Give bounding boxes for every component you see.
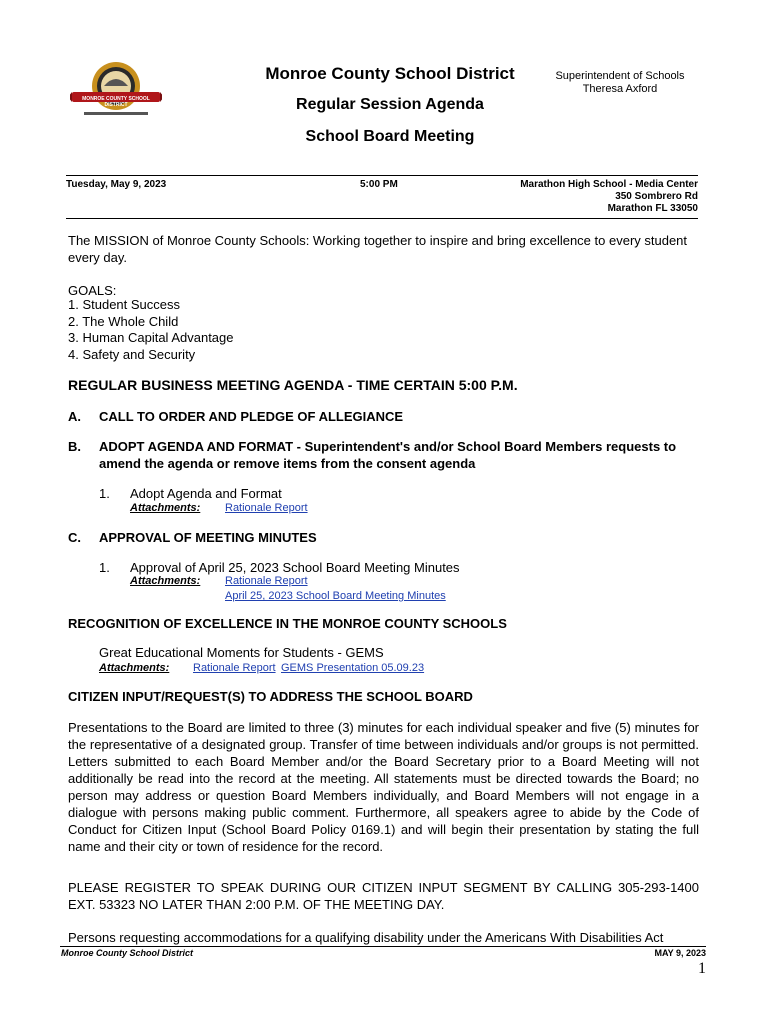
section-b-title: ADOPT AGENDA AND FORMAT - Superintendent's and/or School Board Members requests to amend the agenda or remove items from the consent agenda <box>99 439 677 471</box>
page-number: 1 <box>698 960 706 977</box>
attachments-label: Attachments: <box>99 662 170 674</box>
meeting-date: Tuesday, May 9, 2023 <box>66 179 167 190</box>
section-c-item-title: Approval of April 25, 2023 School Board Meeting Minutes <box>130 560 460 575</box>
meeting-time: 5:00 PM <box>360 179 398 190</box>
section-b-item-title: Adopt Agenda and Format <box>130 486 282 501</box>
attachments-label: Attachments: <box>130 502 201 514</box>
info-rule <box>66 218 698 219</box>
section-a-letter: A. <box>68 409 81 424</box>
district-title: Monroe County School District <box>265 64 515 83</box>
meeting-location-2: 350 Sombrero Rd <box>615 191 698 202</box>
footer-date: MAY 9, 2023 <box>654 948 706 958</box>
section-b-item-num: 1. <box>99 486 110 501</box>
accommodations-notice: Persons requesting accommodations for a qualifying disability under the Americans With Disabilities Act <box>68 930 664 945</box>
gems-presentation-link[interactable]: GEMS Presentation 05.09.23 <box>281 662 425 674</box>
rationale-report-link[interactable]: Rationale Report <box>193 662 276 674</box>
district-logo <box>70 58 162 122</box>
meeting-location-1: Marathon High School - Media Center <box>520 179 698 190</box>
section-b-letter: B. <box>68 439 81 454</box>
rationale-report-link[interactable]: Rationale Report <box>225 575 308 587</box>
agenda-type: Regular Session Agenda <box>296 96 484 113</box>
register-notice: PLEASE REGISTER TO SPEAK DURING OUR CITIZEN INPUT SEGMENT BY CALLING 305-293-1400 EXT. 53323 NO LATER THAN 2:00 P.M. OF THE MEETING DAY. <box>68 880 699 912</box>
meeting-location-3: Marathon FL 33050 <box>607 203 698 214</box>
section-c-item-num: 1. <box>99 560 110 575</box>
attachments-label: Attachments: <box>130 575 201 587</box>
rationale-report-link[interactable]: Rationale Report <box>225 502 308 514</box>
footer-rule <box>60 946 706 947</box>
superintendent-name: Theresa Axford <box>582 83 658 95</box>
agenda-heading: REGULAR BUSINESS MEETING AGENDA - TIME CERTAIN 5:00 P.M. <box>68 377 518 393</box>
logo-caption: MONROE COUNTY SCHOOL DISTRICT <box>82 96 150 108</box>
minutes-link[interactable]: April 25, 2023 School Board Meeting Minutes <box>225 590 446 602</box>
header-rule <box>66 175 698 176</box>
section-a-title: CALL TO ORDER AND PLEDGE OF ALLEGIANCE <box>99 409 404 424</box>
recognition-title: RECOGNITION OF EXCELLENCE IN THE MONROE COUNTY SCHOOLS <box>68 616 507 631</box>
goal-item: 4. Safety and Security <box>68 347 196 362</box>
goal-item: 2. The Whole Child <box>68 314 179 329</box>
citizen-input-title: CITIZEN INPUT/REQUEST(S) TO ADDRESS THE SCHOOL BOARD <box>68 689 473 704</box>
recognition-item-title: Great Educational Moments for Students - GEMS <box>99 645 384 660</box>
goal-item: 1. Student Success <box>68 297 181 312</box>
meeting-name: School Board Meeting <box>305 128 475 145</box>
goals-heading: GOALS: <box>68 283 117 298</box>
superintendent-title: Superintendent of Schools <box>555 70 685 82</box>
section-c-title: APPROVAL OF MEETING MINUTES <box>99 530 317 545</box>
section-c-letter: C. <box>68 530 81 545</box>
citizen-input-paragraph: Presentations to the Board are limited to three (3) minutes for each individual speaker and five (5) minutes for the representative of a designated group. Transfer of time between individuals and/or groups is not permitted. Letters submitted to each Board Member and/or the Board Secretary prior to a Board Meeting will not additionally be read into the record at the meeting. All statements must be directed towards the Board; no person may address or question Board Members individually, and Board Members will not engage in a dialogue with persons making public comment. Furthermore, all speakers agree to abide by the Code of Conduct for Citizen Input (School Board Policy 0169.1) and will begin their presentation by stating the full name and their city or town of residence for the record. <box>68 720 699 854</box>
footer-district: Monroe County School District <box>61 948 194 958</box>
goal-item: 3. Human Capital Advantage <box>68 330 234 345</box>
mission-statement: The MISSION of Monroe County Schools: Working together to inspire and bring excellence to every student every day. <box>68 233 688 265</box>
